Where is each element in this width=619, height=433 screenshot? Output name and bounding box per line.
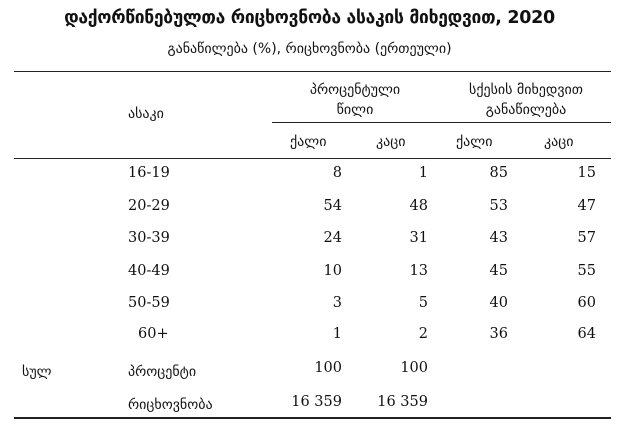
header-dist-female: ქალი [456, 134, 493, 150]
row-dist-male: 64 [577, 326, 596, 342]
table-subtitle: განაწილება (%), რიცხოვნობა (ერთეული) [167, 41, 452, 57]
bottom-rule [14, 417, 611, 419]
row-dist-male: 15 [577, 165, 596, 181]
totals-label: სულ [22, 364, 52, 380]
totals-percent-male: 100 [400, 360, 428, 376]
row-pct-female: 3 [332, 295, 342, 311]
table-title: დაქორწინებულთა რიცხოვნობა ასაკის მიხედვით, 2020 [64, 8, 555, 28]
group-subrule [272, 122, 611, 123]
header-group-percent-line2: წილი [336, 102, 374, 118]
row-pct-male: 31 [409, 230, 428, 246]
row-dist-female: 40 [489, 295, 508, 311]
row-pct-male: 48 [409, 198, 428, 214]
row-dist-female: 43 [489, 230, 508, 246]
header-dist-male: კაცი [544, 134, 574, 150]
row-age: 20-29 [128, 198, 170, 214]
header-group-sex-line2: განაწილება [485, 102, 567, 118]
header-bottom-rule [14, 158, 611, 159]
row-dist-female: 36 [489, 326, 508, 342]
row-pct-female: 24 [323, 230, 342, 246]
row-dist-male: 47 [577, 198, 596, 214]
header-group-percent-line1: პროცენტული [309, 82, 401, 98]
row-pct-female: 10 [323, 263, 342, 279]
row-dist-male: 57 [577, 230, 596, 246]
row-pct-male: 1 [418, 165, 428, 181]
row-pct-male: 13 [409, 263, 428, 279]
row-dist-female: 45 [489, 263, 508, 279]
top-rule [14, 71, 611, 72]
header-group-sex-line1: სქესის მიხედვით [469, 82, 583, 98]
row-age: 16-19 [128, 165, 170, 181]
totals-percent-female: 100 [314, 360, 342, 376]
row-age: 30-39 [128, 230, 170, 246]
row-pct-female: 1 [332, 326, 342, 342]
totals-count-label: რიცხოვნობა [128, 397, 213, 413]
row-dist-female: 85 [489, 165, 508, 181]
header-pct-male: კაცი [376, 134, 406, 150]
row-age: 50-59 [128, 295, 170, 311]
row-pct-female: 8 [332, 165, 342, 181]
totals-count-male: 16 359 [377, 394, 428, 410]
row-pct-male: 2 [418, 326, 428, 342]
row-dist-male: 55 [577, 263, 596, 279]
row-age: 60+ [138, 326, 169, 342]
totals-percent-label: პროცენტი [128, 364, 197, 380]
row-pct-female: 54 [323, 198, 342, 214]
row-dist-male: 60 [577, 295, 596, 311]
row-pct-male: 5 [418, 295, 428, 311]
totals-count-female: 16 359 [291, 394, 342, 410]
row-age: 40-49 [128, 263, 170, 279]
header-age: ასაკი [128, 106, 164, 122]
header-pct-female: ქალი [290, 134, 327, 150]
row-dist-female: 53 [489, 198, 508, 214]
